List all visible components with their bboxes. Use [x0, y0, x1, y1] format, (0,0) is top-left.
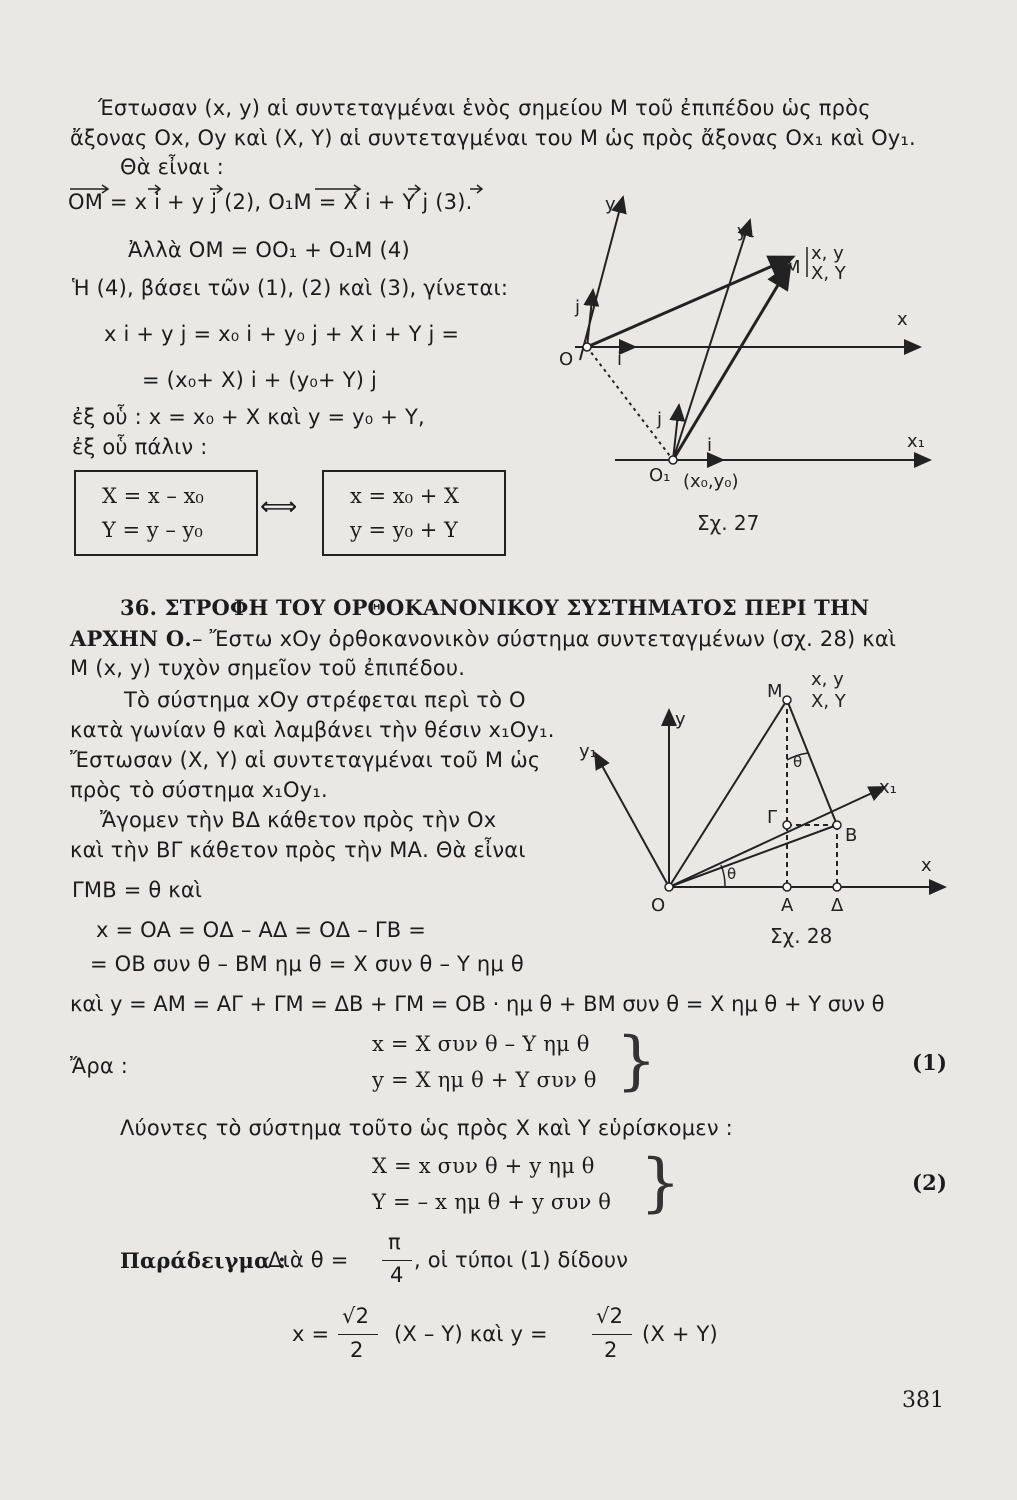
system1-line2: y = X ημ θ + Y συν θ — [372, 1068, 597, 1092]
formula-line: = (x₀+ X) i + (y₀+ Y) j — [142, 368, 378, 392]
formula-x: x = — [292, 1322, 330, 1346]
y1-axis — [595, 753, 669, 887]
fig27-label: x, y — [811, 243, 844, 264]
text-line: Λύοντες τὸ σύστημα τοῦτο ὡς πρὸς X καὶ Y εὑρίσκομεν : — [120, 1116, 733, 1140]
frac-bar — [382, 1260, 412, 1261]
text-line: M (x, y) τυχὸν σημεῖον τοῦ ἐπιπέδου. — [70, 656, 466, 680]
y1-axis — [673, 220, 750, 460]
example-text: , οἱ τύποι (1) δίδουν — [414, 1248, 629, 1272]
fig27-label: M — [785, 257, 801, 278]
fig27-caption: Σχ. 27 — [697, 511, 760, 535]
sqrt-num: √2 — [342, 1304, 370, 1328]
text-line: ΓΜΒ = θ καὶ — [72, 878, 203, 902]
vector-O1M — [673, 265, 790, 460]
equation-line: καὶ y = AM = AΓ + ΓM = ΔB + ΓM = OB · ημ θ + BM συν θ = X ημ θ + Y συν θ — [70, 992, 885, 1016]
fig27-label: X, Y — [811, 263, 846, 284]
box-line: X = x – x₀ — [102, 484, 204, 508]
sqrt-num: √2 — [596, 1304, 624, 1328]
page-number: 381 — [902, 1388, 944, 1413]
fig27-label: x₁ — [907, 431, 925, 452]
fig28-label: M — [767, 681, 783, 702]
right-brace: } — [616, 1024, 657, 1098]
equation-line: x = OA = OΔ – AΔ = OΔ – ΓB = — [96, 918, 426, 942]
fig28-label: A — [781, 895, 794, 916]
vector-OM — [587, 257, 793, 347]
system2-line1: X = x συν θ + y ημ θ — [372, 1154, 595, 1178]
text-line: ἄξονας Ox, Oy καὶ (X, Y) αἱ συντεταγμέναι του M ὡς πρὸς ἄξονας Ox₁ καὶ Oy₁. — [70, 126, 916, 150]
system2-line2: Y = – x ημ θ + y συν θ — [372, 1190, 612, 1214]
fig27-label: (x₀,y₀) — [683, 471, 739, 492]
fig27-label: O₁ — [649, 465, 671, 486]
fig27-label: y₁ — [737, 221, 755, 242]
formula-line: OM = x i + y j (2), O₁M = X i + Y j (3). — [68, 190, 473, 214]
fig28-label: X, Y — [811, 691, 846, 712]
vector-OO1 — [587, 347, 673, 460]
frac-bar — [338, 1334, 378, 1335]
text-line: πρὸς τὸ σύστημα x₁Oy₁. — [70, 778, 328, 802]
fig28-label: y₁ — [579, 741, 597, 762]
fig28-label: θ — [793, 753, 803, 771]
frac-bar — [592, 1334, 632, 1335]
fig27-label: j — [575, 297, 581, 318]
fig28-label: x₁ — [879, 777, 897, 798]
fig28-label: B — [845, 825, 858, 846]
example-label: Παράδειγμα : — [120, 1248, 286, 1273]
system1-line1: x = X συν θ – Y ημ θ — [372, 1032, 590, 1056]
fig27-label: j — [657, 409, 663, 430]
text-line: κατὰ γωνίαν θ καὶ λαμβάνει τὴν θέσιν x₁Oy₁. — [70, 718, 555, 742]
section-heading: 36. ΣΤΡΟΦΗ ΤΟΥ ΟΡΘΟΚΑΝΟΝΙΚΟΥ ΣΥΣΤΗΜΑΤΟΣ ΠΕΡΙ ΤΗΝ — [120, 595, 870, 620]
frac-den: 2 — [350, 1338, 364, 1362]
ara-label: Ἄρα : — [70, 1054, 129, 1078]
text-line: Έστωσαν (x, y) αἱ συντεταγμέναι ἑνὸς σημείου M τοῦ ἐπιπέδου ὡς πρὸς — [98, 96, 871, 120]
formula-mid: (X – Y) καὶ y = — [394, 1322, 548, 1346]
fig27-label: x — [897, 309, 908, 330]
text-line: Ἀλλὰ OM = OO₁ + O₁M (4) — [128, 238, 410, 262]
box-line: y = y₀ + Y — [350, 518, 458, 542]
text-line: Ἡ (4), βάσει τῶν (1), (2) καὶ (3), γίνεται: — [72, 276, 509, 300]
unit-j — [587, 290, 593, 347]
box-line: x = x₀ + X — [350, 484, 459, 508]
boxed-equations-right — [322, 470, 506, 556]
frac-num: π — [388, 1230, 401, 1254]
text-line: Ἔστωσαν (X, Y) αἱ συντεταγμέναι τοῦ M ὡς — [70, 748, 541, 772]
fig28-label: Δ — [831, 895, 844, 916]
formula-line: x i + y j = x₀ i + y₀ j + X i + Y j = — [104, 322, 460, 346]
text-line: ἐξ οὗ : x = x₀ + X καὶ y = y₀ + Y, — [72, 405, 425, 429]
segment-OB — [669, 825, 837, 887]
fig28-label: O — [651, 895, 666, 916]
section-heading-line — [70, 626, 896, 651]
section-intro: – Ἔστω xOy ὀρθοκανονικὸν σύστημα συντεταγμένων (σχ. 28) καὶ — [191, 627, 897, 651]
fig28-label: y — [675, 709, 686, 730]
fig27-label: i — [707, 435, 713, 456]
text-line: ἐξ οὗ πάλιν : — [72, 435, 208, 459]
text-line: Ἄγομεν τὴν ΒΔ κάθετον πρὸς τὴν Ox — [100, 808, 497, 832]
box-line: Y = y – y₀ — [102, 518, 203, 542]
frac-den: 4 — [390, 1263, 404, 1287]
text-line: καὶ τὴν ΒΓ κάθετον πρὸς τὴν ΜΑ. Θὰ εἶναι — [70, 838, 526, 862]
equation-line: = OB συν θ – BM ημ θ = X συν θ – Y ημ θ — [90, 952, 524, 976]
equation-tag: (2) — [912, 1170, 948, 1195]
boxed-equations-left — [74, 470, 258, 556]
fig28-label: x, y — [811, 669, 844, 690]
fig27-label: i — [617, 349, 623, 370]
text-line: Θὰ εἶναι : — [120, 155, 224, 179]
figure-27 — [545, 185, 945, 545]
example-text: Διὰ θ = — [268, 1248, 349, 1272]
equivalence-arrow: ⟺ — [260, 492, 298, 522]
fig27-label: O — [559, 349, 574, 370]
figure-28 — [565, 665, 955, 955]
text-line: Τὸ σύστημα xOy στρέφεται περὶ τὸ O — [124, 688, 526, 712]
section-heading-tail: ΑΡΧΗΝ Ο. — [70, 626, 192, 651]
fig27-label: y — [605, 194, 616, 215]
fig28-caption: Σχ. 28 — [770, 924, 833, 948]
fig28-label: Γ — [767, 807, 778, 828]
right-brace: } — [640, 1146, 681, 1220]
frac-den: 2 — [604, 1338, 618, 1362]
fig28-label: x — [921, 855, 932, 876]
equation-tag: (1) — [912, 1050, 948, 1075]
fig28-label: θ — [727, 865, 737, 883]
formula-end: (X + Y) — [642, 1322, 718, 1346]
